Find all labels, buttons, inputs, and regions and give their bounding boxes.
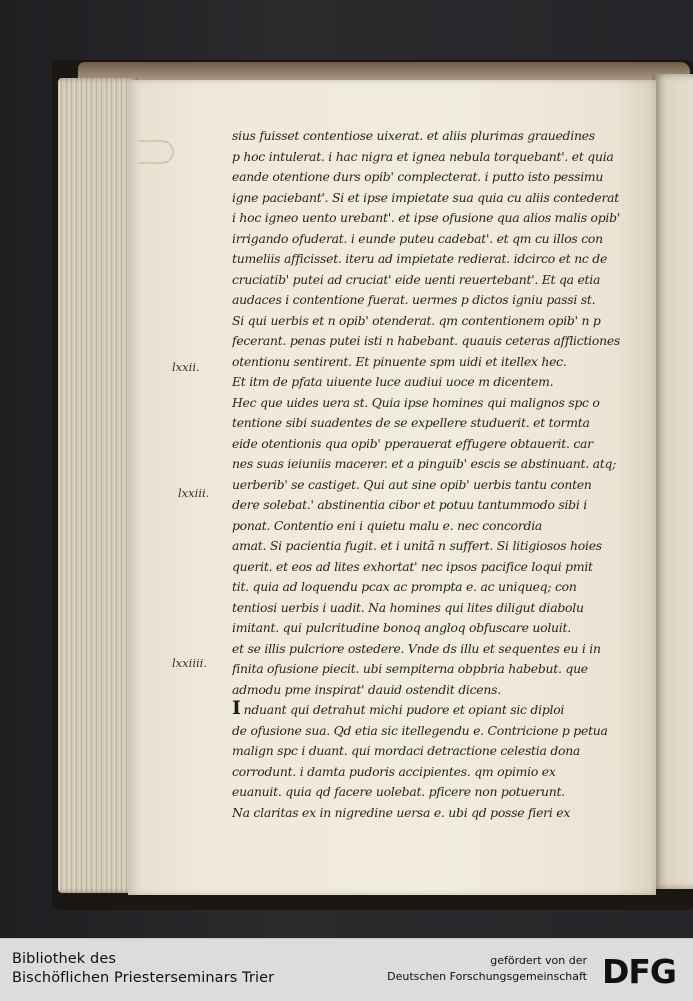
manuscript-line: corrodunt. i damta pudoris accipientes. qm opimio ex [232,763,556,779]
manuscript-line: tentione sibi suadentes de se expellere studuerit. et tormta [232,415,590,430]
manuscript-line: Et itm de pfata uiuente luce audiui uoce m dicentem. [232,374,554,389]
manuscript-line: finita ofusione piecit. ubi sempiterna obpbria habebut. que [232,661,588,676]
manuscript-line: p hoc intulerat. i hac nigra et ignea nebula torquebant'. et quia [232,148,614,164]
funding-line: Deutschen Forschungsgemeinschaft [387,970,587,983]
manuscript-line: imitant. qui pulcritudine bonoq angloq obfuscare uoluit. [232,620,571,635]
manuscript-line: fecerant. penas putei isti n habebant. quauis ceteras afflictiones [232,333,621,348]
manuscript-line: euanuit. quia qd facere uolebat. pficere non potuerunt. [232,784,565,799]
manuscript-line: malign spc i duant. qui mordaci detractione celestia dona [232,743,581,758]
library-name [12,950,274,988]
dfg-logo [593,953,685,987]
library-name-line: Bischöflichen Priesterseminars Trier [12,970,275,986]
facing-page-edge [652,74,693,889]
manuscript-line: ponat. Contentio eni i quietu malu e. nec concordia [232,517,543,533]
dfg-logo-text: DFG [601,953,677,987]
manuscript-line: amat. Si pacientia fugit. et i unitã n suffert. Si litigiosos hoies [232,538,602,553]
manuscript-line: tentiosi uerbis i uadit. Na homines qui lites diligut diabolu [232,599,584,615]
page-edges [58,78,138,893]
manuscript-line: Na claritas ex in nigredine uersa e. ubi qd posse fieri ex [232,804,571,820]
manuscript-line: de ofusione sua. Qd etia sic itellegendu e. Contricione p petua [232,722,608,738]
manuscript-line: audaces i contentione fuerat. uermes p dictos igniu passi st. [232,292,596,307]
manuscript-line: tit. quia ad loquendu pcax ac prompta e. ac uniqueq; con [232,579,577,594]
manuscript-line: tumeliis afficisset. iteru ad impietate redierat. idcirco et nc de [232,251,608,266]
footer-bar [0,938,693,1001]
manuscript-line: Hec que uides uera st. Quia ipse homines qui malignos spc o [232,394,600,410]
manuscript-line: et se illis pulcriore ostedere. Vnde ds illu et sequentes eu i in [232,640,601,656]
manuscript-line: sius fuisset contentiose uixerat. et aliis plurimas grauedines [232,128,595,143]
initial-letter: I [232,700,241,719]
marginal-number: lxxiiii. [172,656,208,670]
manuscript-line: dere solebat.' abstinentia cibor et potuu tantummodo sibi i [232,497,587,512]
manuscript-text [232,126,632,823]
page-fold-mark [138,140,174,164]
funding-line: gefördert von der [490,954,587,967]
manuscript-line: eande otentione durs opib' complecterat. i putto isto pessimu [232,169,604,184]
manuscript-line: eide otentionis qua opib' pperauerat effugere obtauerit. car [232,435,593,451]
manuscript-line: i hoc igneo uento urebant'. et ipse ofusione qua alios malis opib' [232,210,620,225]
manuscript-line: cruciatib' putei ad cruciat' eide uenti reuertebant'. Et qa etia [232,271,601,287]
manuscript-line: Si qui uerbis et n opib' otenderat. qm contentionem opib' n p [232,312,601,328]
manuscript-line: nes suas ieiuniis macerer. et a pinguib' escis se abstinuant. atq; [232,456,617,471]
marginal-number: lxxii. [172,360,200,374]
funding-note [387,953,587,985]
manuscript-line: igne paciebant'. Si et ipse impietate sua quia cu aliis contederat [232,189,620,205]
manuscript-line: otentionu sentirent. Et pinuente spm uidi et itellex hec. [232,353,567,369]
manuscript-line: querit. et eos ad lites exhortat' nec ipsos pacifice loqui pmit [232,558,593,574]
manuscript-line: admodu pme inspirat' dauid ostendit dicens. [232,681,501,697]
library-name-line: Bibliothek des [12,951,116,967]
marginal-number: lxxiii. [178,486,210,500]
manuscript-line: uerberib' se castiget. Qui aut sine opib' uerbis tantu conten [232,476,592,492]
manuscript-line-rest: nduant qui detrahut michi pudore et opiant sic diploi [243,702,565,717]
manuscript-line [232,700,632,721]
manuscript-line: irrigando ofuderat. i eunde puteu cadebat'. et qm cu illos con [232,230,603,246]
